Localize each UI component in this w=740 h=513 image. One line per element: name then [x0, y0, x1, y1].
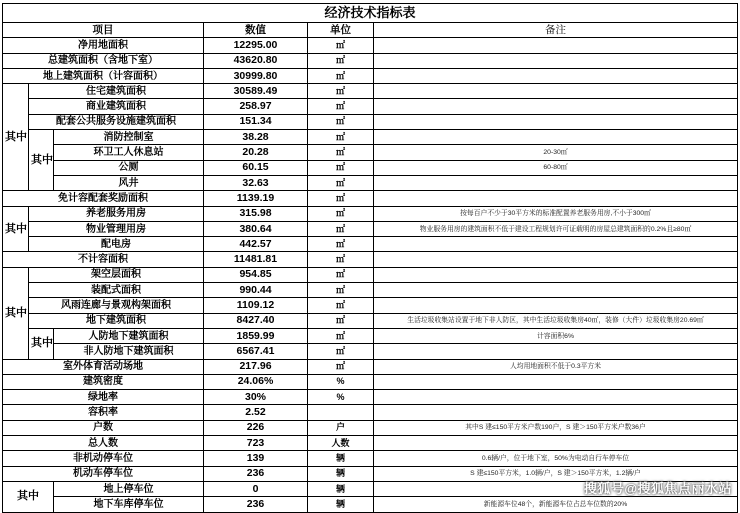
- row-name: 地上建筑面积（计容面积）: [3, 68, 204, 83]
- row-value: 151.34: [204, 114, 308, 129]
- row-value: 30%: [204, 390, 308, 405]
- row-name: 消防控制室: [54, 130, 204, 145]
- table-row: [3, 359, 738, 374]
- row-note: [374, 405, 738, 420]
- table-row: [3, 206, 738, 221]
- row-unit: ㎡: [308, 328, 374, 343]
- row-value: 723: [204, 436, 308, 451]
- table-row: [3, 175, 738, 190]
- row-note: 20-30㎡: [374, 145, 738, 160]
- row-name: 架空层面积: [29, 267, 204, 282]
- row-name: 非机动停车位: [3, 451, 204, 466]
- table-row: [3, 283, 738, 298]
- row-name: 地下建筑面积: [29, 313, 204, 328]
- row-name: 机动车停车位: [3, 466, 204, 481]
- row-unit: ㎡: [308, 237, 374, 252]
- row-value: 0: [204, 481, 308, 496]
- row-unit: ㎡: [308, 160, 374, 175]
- row-name: 住宅建筑面积: [29, 84, 204, 99]
- row-note: [374, 99, 738, 114]
- row-unit: ㎡: [308, 99, 374, 114]
- row-unit: ㎡: [308, 344, 374, 359]
- row-name: 不计容面积: [3, 252, 204, 267]
- group-label: 其中: [3, 481, 54, 512]
- row-note: [374, 237, 738, 252]
- table-row: [3, 53, 738, 68]
- row-name: 风井: [54, 175, 204, 190]
- row-name: 装配式面积: [29, 283, 204, 298]
- table-row: [3, 405, 738, 420]
- row-unit: 辆: [308, 466, 374, 481]
- row-value: 43620.80: [204, 53, 308, 68]
- row-value: 442.57: [204, 237, 308, 252]
- table-row: [3, 237, 738, 252]
- row-name: 地下车库停车位: [54, 497, 204, 512]
- table-row: [3, 313, 738, 328]
- table-row: [3, 390, 738, 405]
- row-unit: ㎡: [308, 206, 374, 221]
- row-value: 6567.41: [204, 344, 308, 359]
- row-name: 养老服务用房: [29, 206, 204, 221]
- row-note: 其中S 建≤150平方米户数190户，S 建＞150平方米户数36户: [374, 420, 738, 435]
- table-row: [3, 38, 738, 53]
- row-value: 1139.19: [204, 191, 308, 206]
- row-value: 8427.40: [204, 313, 308, 328]
- row-note: [374, 175, 738, 190]
- row-name: 总建筑面积（含地下室）: [3, 53, 204, 68]
- header-value: 数值: [204, 23, 308, 38]
- table-title: 经济技术指标表: [3, 4, 738, 23]
- row-name: 物业管理用房: [29, 221, 204, 236]
- row-unit: ㎡: [308, 359, 374, 374]
- table-row: [3, 160, 738, 175]
- header-unit: 单位: [308, 23, 374, 38]
- row-value: 30589.49: [204, 84, 308, 99]
- subgroup-label: 其中: [29, 328, 54, 359]
- row-unit: ㎡: [308, 145, 374, 160]
- row-value: 11481.81: [204, 252, 308, 267]
- table-row: [3, 267, 738, 282]
- row-name: 净用地面积: [3, 38, 204, 53]
- row-unit: ㎡: [308, 68, 374, 83]
- table-row: [3, 436, 738, 451]
- row-value: 139: [204, 451, 308, 466]
- table-row: [3, 221, 738, 236]
- row-note: [374, 283, 738, 298]
- row-name: 容积率: [3, 405, 204, 420]
- row-value: 258.97: [204, 99, 308, 114]
- row-note: S 建≤150平方米，1.0辆/户，S 建＞150平方米，1.2辆/户: [374, 466, 738, 481]
- row-note: [374, 68, 738, 83]
- table-row: [3, 191, 738, 206]
- group-label: 其中: [3, 206, 29, 252]
- row-value: 954.85: [204, 267, 308, 282]
- row-unit: ㎡: [308, 298, 374, 313]
- row-name: 室外体育活动场地: [3, 359, 204, 374]
- row-note: [374, 114, 738, 129]
- row-note: [374, 390, 738, 405]
- row-value: 32.63: [204, 175, 308, 190]
- row-note: [374, 53, 738, 68]
- row-value: 2.52: [204, 405, 308, 420]
- row-value: 236: [204, 497, 308, 512]
- row-note: 新能源车位48个，新能源车位占总车位数的20%: [374, 497, 738, 512]
- row-value: 30999.80: [204, 68, 308, 83]
- header-note: 备注: [374, 23, 738, 38]
- row-unit: ㎡: [308, 283, 374, 298]
- row-name: 非人防地下建筑面积: [54, 344, 204, 359]
- row-value: 217.96: [204, 359, 308, 374]
- row-note: [374, 436, 738, 451]
- row-value: 990.44: [204, 283, 308, 298]
- table-row: [3, 84, 738, 99]
- row-unit: 辆: [308, 451, 374, 466]
- row-note: 生活垃圾收集站设置于地下非人防区，其中生活垃圾收集房40㎡，装修（大件）垃圾收集房20.69㎡: [374, 313, 738, 328]
- row-unit: ㎡: [308, 130, 374, 145]
- row-value: 60.15: [204, 160, 308, 175]
- row-value: 1859.99: [204, 328, 308, 343]
- row-value: 1109.12: [204, 298, 308, 313]
- row-unit: ㎡: [308, 313, 374, 328]
- row-name: 总人数: [3, 436, 204, 451]
- row-name: 建筑密度: [3, 374, 204, 389]
- row-unit: ㎡: [308, 267, 374, 282]
- table-row: [3, 145, 738, 160]
- row-name: 风雨连廊与景观构架面积: [29, 298, 204, 313]
- row-note: 60-80㎡: [374, 160, 738, 175]
- row-note: 0.6辆/户，位于地下室，50%为电动自行车停车位: [374, 451, 738, 466]
- table-row: [3, 130, 738, 145]
- row-value: 24.06%: [204, 374, 308, 389]
- row-note: [374, 298, 738, 313]
- row-note: 人均用地面积不低于0.3平方米: [374, 359, 738, 374]
- table-row: [3, 114, 738, 129]
- row-unit: ㎡: [308, 53, 374, 68]
- table-row: [3, 68, 738, 83]
- table-row: [3, 298, 738, 313]
- header-row: [3, 23, 738, 38]
- table-row: [3, 374, 738, 389]
- table-row: [3, 497, 738, 512]
- watermark-text: 搜狐号@搜狐焦点丽水站: [583, 481, 732, 496]
- row-name: 公厕: [54, 160, 204, 175]
- row-note: [374, 191, 738, 206]
- row-note: [374, 374, 738, 389]
- table-row: [3, 99, 738, 114]
- row-value: 38.28: [204, 130, 308, 145]
- row-name: 环卫工人休息站: [54, 145, 204, 160]
- row-note: [374, 267, 738, 282]
- row-unit: %: [308, 390, 374, 405]
- table-row: [3, 420, 738, 435]
- row-unit: ㎡: [308, 252, 374, 267]
- row-unit: 辆: [308, 481, 374, 496]
- row-unit: 辆: [308, 497, 374, 512]
- row-note: 物业服务用房的建筑面积不低于建设工程规划许可证载明的房屋总建筑面积的0.2%且≥80㎡: [374, 221, 738, 236]
- row-unit: [308, 405, 374, 420]
- row-name: 商业建筑面积: [29, 99, 204, 114]
- row-name: 配电房: [29, 237, 204, 252]
- row-unit: ㎡: [308, 175, 374, 190]
- row-unit: ㎡: [308, 38, 374, 53]
- row-name: 配套公共服务设施建筑面积: [29, 114, 204, 129]
- row-value: 20.28: [204, 145, 308, 160]
- row-value: 226: [204, 420, 308, 435]
- group-label: 其中: [3, 267, 29, 359]
- indicator-table: [2, 3, 738, 513]
- row-unit: %: [308, 374, 374, 389]
- row-note: [374, 130, 738, 145]
- row-unit: ㎡: [308, 221, 374, 236]
- row-name: 户数: [3, 420, 204, 435]
- row-unit: 户: [308, 420, 374, 435]
- row-value: 236: [204, 466, 308, 481]
- header-item: 项目: [3, 23, 204, 38]
- row-name: 免计容配套奖励面积: [3, 191, 204, 206]
- row-value: 315.98: [204, 206, 308, 221]
- row-name: 人防地下建筑面积: [54, 328, 204, 343]
- row-note: [374, 344, 738, 359]
- row-note: 计容面积6%: [374, 328, 738, 343]
- table-row: [3, 328, 738, 343]
- row-name: 绿地率: [3, 390, 204, 405]
- row-unit: ㎡: [308, 84, 374, 99]
- row-note: 按每百户不少于30平方米的标准配置养老服务用房,不小于300㎡: [374, 206, 738, 221]
- row-value: 380.64: [204, 221, 308, 236]
- table-row: [3, 344, 738, 359]
- group-label: 其中: [3, 84, 29, 191]
- row-note: [374, 252, 738, 267]
- row-unit: ㎡: [308, 114, 374, 129]
- table-row: [3, 451, 738, 466]
- row-name: 地上停车位: [54, 481, 204, 496]
- row-unit: 人数: [308, 436, 374, 451]
- row-note: [374, 38, 738, 53]
- row-note: [374, 84, 738, 99]
- subgroup-label: 其中: [29, 130, 54, 191]
- table-row: [3, 252, 738, 267]
- row-value: 12295.00: [204, 38, 308, 53]
- row-unit: ㎡: [308, 191, 374, 206]
